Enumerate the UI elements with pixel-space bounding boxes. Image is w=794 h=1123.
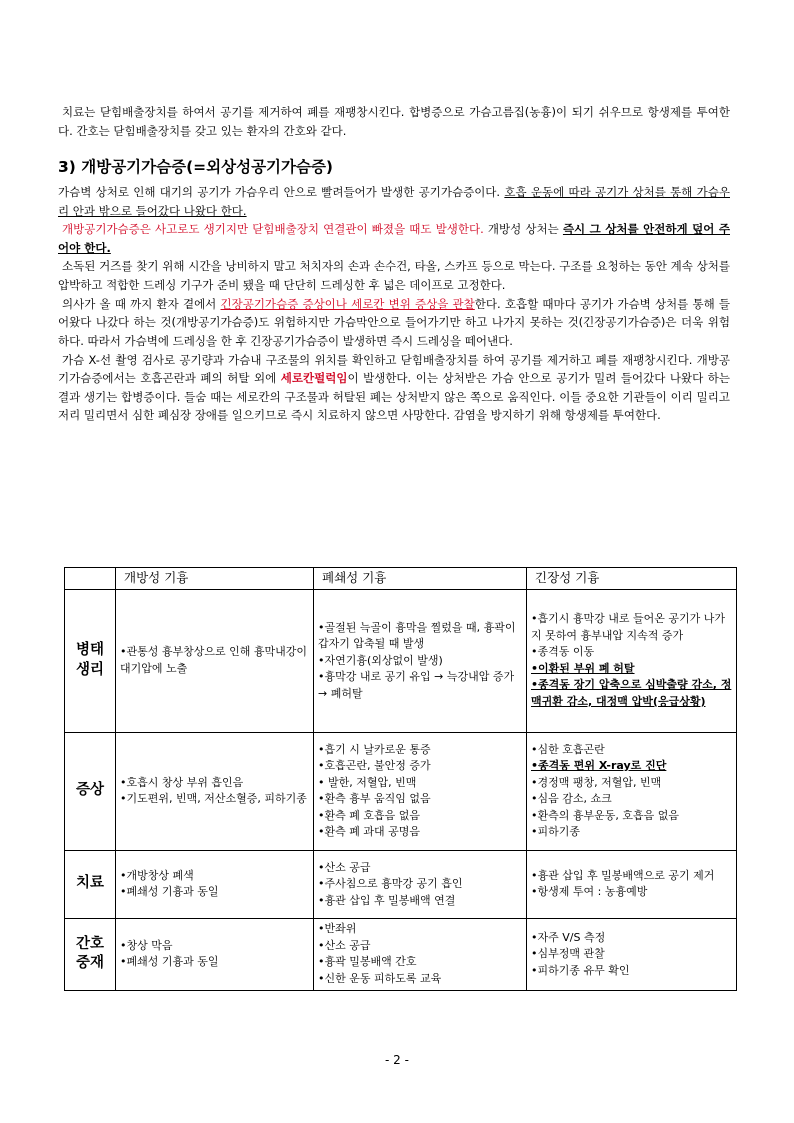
treatment-red-text: 세로칸펄럭임 <box>280 371 348 386</box>
definition-text: 가슴벽 상처로 인해 대기의 공기가 가슴우리 안으로 빨려들어가 발생한 공기가슴증이다. <box>58 184 505 199</box>
cell-line: •자연기흉(외상없이 발생) <box>318 653 443 667</box>
row-head-symptoms: 증상 <box>65 732 116 850</box>
cell-line: •흉관 삽입 후 밀봉배액 연결 <box>318 893 456 907</box>
table-header-empty <box>65 568 116 590</box>
cell-closed <box>314 918 527 990</box>
cause-text: 개방성 상처는 <box>483 222 563 237</box>
cell-line: •환측 흉부 움직임 없음 <box>318 792 431 806</box>
table-header-open: 개방성 기흉 <box>116 568 314 590</box>
cell-line-emphasis: •이환된 부위 폐 허탈 <box>531 661 635 675</box>
table-header-tension: 긴장성 기흉 <box>527 568 737 590</box>
table-row <box>65 850 737 918</box>
cell-open <box>116 918 314 990</box>
table-header-closed: 폐쇄성 기흉 <box>314 568 527 590</box>
cell-line: • 발한, 저혈압, 빈맥 <box>318 775 417 789</box>
cell-line: •호흡시 창상 부위 흡인음 <box>120 775 244 789</box>
cell-line: •산소 공급 <box>318 860 371 874</box>
cell-line: •반좌위 <box>318 922 357 936</box>
cell-tension <box>527 589 737 732</box>
paragraph-treatment <box>58 351 730 426</box>
paragraph-observation <box>58 295 730 351</box>
cell-tension <box>527 918 737 990</box>
cell-line: •호흡곤란, 불안정 증가 <box>318 759 431 773</box>
pneumothorax-comparison-table <box>64 567 737 991</box>
cell-closed <box>314 589 527 732</box>
row-head-pathophysiology <box>65 589 116 732</box>
cell-closed <box>314 732 527 850</box>
cell-line: •피하기종 유무 확인 <box>531 963 630 977</box>
cell-line: •피하기종 <box>531 825 580 839</box>
cell-line: •신한 운동 피하도록 교육 <box>318 971 442 985</box>
cell-line: •종격동 이동 <box>531 645 595 659</box>
cause-red-text: 개방공기가슴증은 사고로도 생기지만 닫힘배출장치 연결관이 빠졌을 때도 발생한다. <box>62 222 484 237</box>
cell-line: •흡기 시 날카로운 통증 <box>318 742 431 756</box>
treatment-text-b: 이 발생한다. 이는 상처받은 가슴 안으로 공기가 밀려 들어갔다 나왔다 하는 결과 생기는 합병증이다. 들숨 때는 세로칸의 구조물과 허탈된 폐는 상처받지 않은 쪽으로 움직인다. 이들 중요한 기관들이 이리 밀리고 저리 밀리면서 심한 폐심장 장애를 일으키므로 즉시 치료하지 않으면 사망한다. 감염을 방지하기 위해 항생제를 투여한다. <box>58 371 730 423</box>
paragraph-cause <box>58 220 730 257</box>
cell-line: •흉곽 밀봉배액 간호 <box>318 955 417 969</box>
row-head-line: 병태 <box>75 642 104 659</box>
cell-line: •기도편위, 빈맥, 저산소혈증, 피하기종 <box>120 792 307 806</box>
body-text <box>58 103 730 425</box>
cell-line-emphasis: •종격동 장기 압축으로 심박출량 감소, 정맥귀환 감소, 대정맥 압박(응급상황) <box>531 678 732 708</box>
cell-line: •자주 V/S 측정 <box>531 930 606 944</box>
table-row <box>65 589 737 732</box>
table-row <box>65 918 737 990</box>
cell-line: •환측 폐 과대 공명음 <box>318 825 420 839</box>
cell-line: •골절된 늑골이 흉막을 찔렀을 때, 흉곽이 갑자기 압축될 때 발생 <box>318 620 516 650</box>
cell-line-emphasis: •종격동 편위 X-ray로 진단 <box>531 759 667 773</box>
cell-line: •환측 폐 호흡음 없음 <box>318 808 420 822</box>
cell-open <box>116 850 314 918</box>
cell-line: •산소 공급 <box>318 938 371 952</box>
cell-line: •폐쇄성 기흉과 동일 <box>120 955 219 969</box>
cell-line: •개방창상 폐색 <box>120 868 194 882</box>
row-head-line: 중재 <box>75 955 104 972</box>
row-head-nursing <box>65 918 116 990</box>
cell-line: •주사침으로 흉막강 공기 흡인 <box>318 877 463 890</box>
cell-line: •심부정맥 관찰 <box>531 947 605 960</box>
observation-red-text: 긴장공기가슴증 증상이나 세로칸 변위 증상을 관찰 <box>220 296 475 311</box>
cell-line: •창상 막음 <box>120 938 173 952</box>
cell-tension <box>527 732 737 850</box>
cell-line: •경정맥 팽창, 저혈압, 빈맥 <box>531 775 662 789</box>
table-row <box>65 732 737 850</box>
table-header-row <box>65 568 737 590</box>
observation-text-b: 한다. 호흡할 때마다 공기가 가슴벽 상처를 통해 들어왔다 나갔다 하는 것(개방공기가슴증)도 위험하지만 가슴막안으로 들어가기만 하고 나가지 못하는 것(긴장공기가슴증)은 더욱 위험하다. 따라서 가슴벽에 드레싱을 한 후 긴장공기가슴증이 발생하면 즉시 드레싱을 떼어낸다. <box>58 296 730 348</box>
cell-line: •항생제 투여 : 농흉예방 <box>531 885 648 899</box>
cell-tension <box>527 850 737 918</box>
paragraph-first-aid: 소독된 거즈를 찾기 위해 시간을 낭비하지 말고 처치자의 손과 손수건, 타올, 스카프 등으로 막는다. 구조를 요청하는 동안 계속 상처를 압박하고 적합한 드레싱 기구가 준비 됐을 때 단단히 드레싱한 후 넓은 데이프로 고정한다. <box>58 259 730 293</box>
definition-underlined: 호흡 운동에 따라 공기가 상처를 통해 가슴우리 안과 밖으로 들어갔다 나왔다 한다. <box>58 184 730 218</box>
cell-open <box>116 589 314 732</box>
cell-line: •환측의 흉부운동, 호흡음 없음 <box>531 808 679 822</box>
cell-line: •흉막강 내로 공기 유입 → 늑강내압 증가 → 폐허탈 <box>318 670 515 700</box>
treatment-text-a: 가슴 X-선 촬영 검사로 공기량과 가슴내 구조물의 위치를 확인하고 닫힘배출장치를 하여 공기를 제거하고 폐를 재팽창시킨다. 개방공기가슴증에서는 호흡곤란과 폐의 허탈 외에 <box>58 352 730 386</box>
observation-text-a: 의사가 올 때 까지 환자 곁에서 <box>62 296 221 311</box>
cell-line: •폐쇄성 기흉과 동일 <box>120 885 219 899</box>
cell-closed <box>314 850 527 918</box>
paragraph-definition <box>58 183 730 220</box>
cell-line: •흡기시 흉막강 내로 들어온 공기가 나가지 못하여 흉부내압 지속적 증가 <box>531 612 725 642</box>
cell-open <box>116 732 314 850</box>
row-head-treatment: 치료 <box>65 850 116 918</box>
intro-paragraph: 치료는 닫힘배출장치를 하여서 공기를 제거하여 폐를 재팽창시킨다. 합병증으로 가슴고름집(농흉)이 되기 쉬우므로 항생제를 투여한다. 간호는 닫힘배출장치를 갖고 있는 환자의 간호와 같다. <box>58 105 730 138</box>
cell-line: •심음 감소, 쇼크 <box>531 792 612 806</box>
cell-line: •흉관 삽입 후 밀봉배액으로 공기 제거 <box>531 868 715 882</box>
page-number: - 2 - <box>385 1053 409 1067</box>
cause-bold-underlined: 즉시 그 상처를 안전하게 덮어 주어야 한다. <box>58 222 730 255</box>
row-head-line: 생리 <box>75 661 104 678</box>
section-title: 3) 개방공기가슴증(=외상성공기가슴증) <box>58 158 334 177</box>
cell-line: •관통성 흉부창상으로 인해 흉막내강이 대기압에 노출 <box>120 645 307 675</box>
row-head-line: 간호 <box>75 935 104 952</box>
cell-line: •심한 호흡곤란 <box>531 742 605 756</box>
